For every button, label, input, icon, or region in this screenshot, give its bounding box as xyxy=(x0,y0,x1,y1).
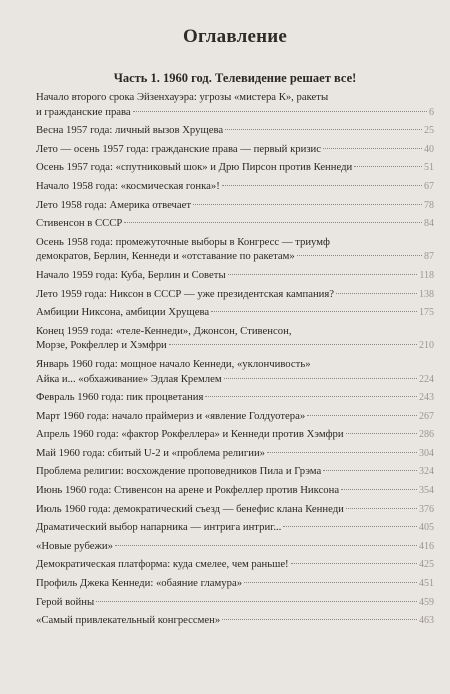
toc-entry[interactable] xyxy=(36,502,434,518)
page-number: 118 xyxy=(419,269,434,281)
toc-entry-title-line: Март 1960 года: начало праймериз и «явление Голдуотера» xyxy=(36,409,306,422)
toc-entry-title-line: Осень 1958 года: промежуточные выборы в Конгресс — триумф xyxy=(36,235,330,248)
toc-entry-title-line: «Самый привлекательный конгрессмен» xyxy=(36,614,221,627)
page-number: 405 xyxy=(419,522,434,534)
toc-entry-title-line: Демократическая платформа: куда смелее, чем раньше! xyxy=(36,558,289,571)
toc-entry-title-line: «Новые рубежи» xyxy=(36,539,113,552)
dot-leader xyxy=(96,601,417,602)
dot-leader xyxy=(354,166,422,167)
page-number: 67 xyxy=(424,180,434,192)
dot-leader xyxy=(341,489,417,490)
toc-entry-title-line: демократов, Берлин, Кеннеди и «отставание по ракетам» xyxy=(36,250,295,263)
dot-leader xyxy=(323,148,422,149)
toc-entry[interactable] xyxy=(36,305,434,321)
page-number: 463 xyxy=(419,615,434,627)
toc-entry-title-line: Начало 1958 года: «космическая гонка»! xyxy=(36,179,220,192)
dot-leader xyxy=(244,582,417,583)
toc-entry[interactable] xyxy=(36,613,434,629)
toc-entry[interactable] xyxy=(36,235,434,265)
toc-entry-title-line: Январь 1960 года: мощное начало Кеннеди, «уклончивость» xyxy=(36,357,311,370)
toc-entry-title-line: Лето — осень 1957 года: гражданские права — первый кризис xyxy=(36,142,322,155)
toc-entry-title-line: Морзе, Рокфеллер и Хэмфри xyxy=(36,339,167,352)
toc-entry[interactable] xyxy=(36,409,434,425)
toc-entry-title-line: Весна 1957 года: личный вызов Хрущева xyxy=(36,124,224,137)
dot-leader xyxy=(283,526,417,527)
dot-leader xyxy=(224,378,417,379)
toc-entry-title-line: Май 1960 года: сбитый U-2 и «проблема религии» xyxy=(36,446,266,459)
dot-leader xyxy=(297,255,422,256)
toc-entry[interactable] xyxy=(36,595,434,611)
toc-entry[interactable] xyxy=(36,216,434,232)
toc-entry-title-line: и гражданские права xyxy=(36,105,131,118)
page-number: 40 xyxy=(424,143,434,155)
toc-entry-title-line: Начало 1959 года: Куба, Берлин и Советы xyxy=(36,268,226,281)
page-number: 25 xyxy=(424,125,434,137)
toc-entry[interactable] xyxy=(36,324,434,354)
part-title: Часть 1. 1960 год. Телевидение решает все! xyxy=(113,71,357,85)
dot-leader xyxy=(115,545,417,546)
dot-leader xyxy=(169,344,417,345)
dot-leader xyxy=(267,452,417,453)
toc-entry[interactable] xyxy=(36,464,434,480)
toc-entry[interactable] xyxy=(36,390,434,406)
toc-entry-title-line: Лето 1958 года: Америка отвечает xyxy=(36,198,192,211)
toc-entry-title-line: Апрель 1960 года: «фактор Рокфеллера» и Кеннеди против Хэмфри xyxy=(36,428,344,441)
toc-entry[interactable] xyxy=(36,287,434,303)
toc-entry[interactable] xyxy=(36,576,434,592)
page-number: 51 xyxy=(424,162,434,174)
toc-entry[interactable] xyxy=(36,483,434,499)
page-number: 376 xyxy=(419,503,434,515)
page-number: 459 xyxy=(419,596,434,608)
toc-entry-title-line: Июнь 1960 года: Стивенсон на арене и Рокфеллер против Никсона xyxy=(36,484,340,497)
toc-entry-title-line: Осень 1957 года: «спутниковый шок» и Дрю Пирсон против Кеннеди xyxy=(36,161,353,174)
dot-leader xyxy=(124,222,422,223)
page-number: 324 xyxy=(419,466,434,478)
page-number: 286 xyxy=(419,429,434,441)
dot-leader xyxy=(346,433,417,434)
toc-entry[interactable] xyxy=(36,539,434,555)
page-number: 78 xyxy=(424,199,434,211)
toc-entry[interactable] xyxy=(36,557,434,573)
toc-entry[interactable] xyxy=(36,268,434,284)
page-number: 210 xyxy=(419,340,434,352)
dot-leader xyxy=(307,415,417,416)
dot-leader xyxy=(193,204,422,205)
page-number: 243 xyxy=(419,392,434,404)
dot-leader xyxy=(323,470,417,471)
toc-entry-title-line: Герой войны xyxy=(36,595,95,608)
dot-leader xyxy=(133,111,427,112)
toc-entry[interactable] xyxy=(36,357,434,387)
dot-leader xyxy=(228,274,418,275)
dot-leader xyxy=(222,185,422,186)
dot-leader xyxy=(346,508,417,509)
toc-entry-title-line: Амбиции Никсона, амбиции Хрущева xyxy=(36,306,210,319)
page-number: 138 xyxy=(419,288,434,300)
dot-leader xyxy=(336,293,417,294)
toc-entry-title-line: Февраль 1960 года: пик процветания xyxy=(36,391,204,404)
toc-entry[interactable] xyxy=(36,90,434,120)
toc-entry-title-line: Проблема религии: восхождение проповедников Пила и Грэма xyxy=(36,465,322,478)
toc-entry[interactable] xyxy=(36,427,434,443)
toc-entry-title-line: Начало второго срока Эйзенхауэра: угрозы «мистера К», ракеты xyxy=(36,91,329,103)
toc-entry-title-line: Профиль Джека Кеннеди: «обаяние гламура» xyxy=(36,577,243,590)
page-number: 425 xyxy=(419,559,434,571)
page-number: 304 xyxy=(419,447,434,459)
page-number: 6 xyxy=(429,106,434,118)
toc-entry[interactable] xyxy=(36,520,434,536)
page-number: 84 xyxy=(424,218,434,230)
toc-entry[interactable] xyxy=(36,123,434,139)
toc-entry-title-line: Конец 1959 года: «теле-Кеннеди», Джонсон, Стивенсон, xyxy=(36,324,292,337)
toc-entry[interactable] xyxy=(36,142,434,158)
dot-leader xyxy=(222,619,417,620)
page-title: Оглавление xyxy=(182,26,288,47)
toc-entry[interactable] xyxy=(36,198,434,214)
toc-entry[interactable] xyxy=(36,446,434,462)
toc-entry[interactable] xyxy=(36,179,434,195)
toc-entry[interactable] xyxy=(36,160,434,176)
page-number: 416 xyxy=(419,540,434,552)
dot-leader xyxy=(225,129,422,130)
page-number: 267 xyxy=(419,410,434,422)
toc-entry-title-line: Айка и... «обхаживание» Эдлая Кремлем xyxy=(36,372,222,385)
dot-leader xyxy=(205,396,417,397)
toc-entry-title-line: Июль 1960 года: демократический съезд — бенефис клана Кеннеди xyxy=(36,502,344,515)
toc-entry-title-line: Лето 1959 года: Никсон в СССР — уже президентская кампания? xyxy=(36,287,335,300)
page-number: 224 xyxy=(419,373,434,385)
page-number: 451 xyxy=(419,578,434,590)
dot-leader xyxy=(211,311,417,312)
toc-entry-title-line: Драматический выбор напарника — интрига интриг... xyxy=(36,521,282,534)
page-number: 354 xyxy=(419,485,434,497)
table-of-contents xyxy=(36,90,434,629)
page-number: 175 xyxy=(419,307,434,319)
toc-entry-title-line: Стивенсон в СССР xyxy=(36,217,123,230)
dot-leader xyxy=(291,563,417,564)
page-number: 87 xyxy=(424,251,434,263)
